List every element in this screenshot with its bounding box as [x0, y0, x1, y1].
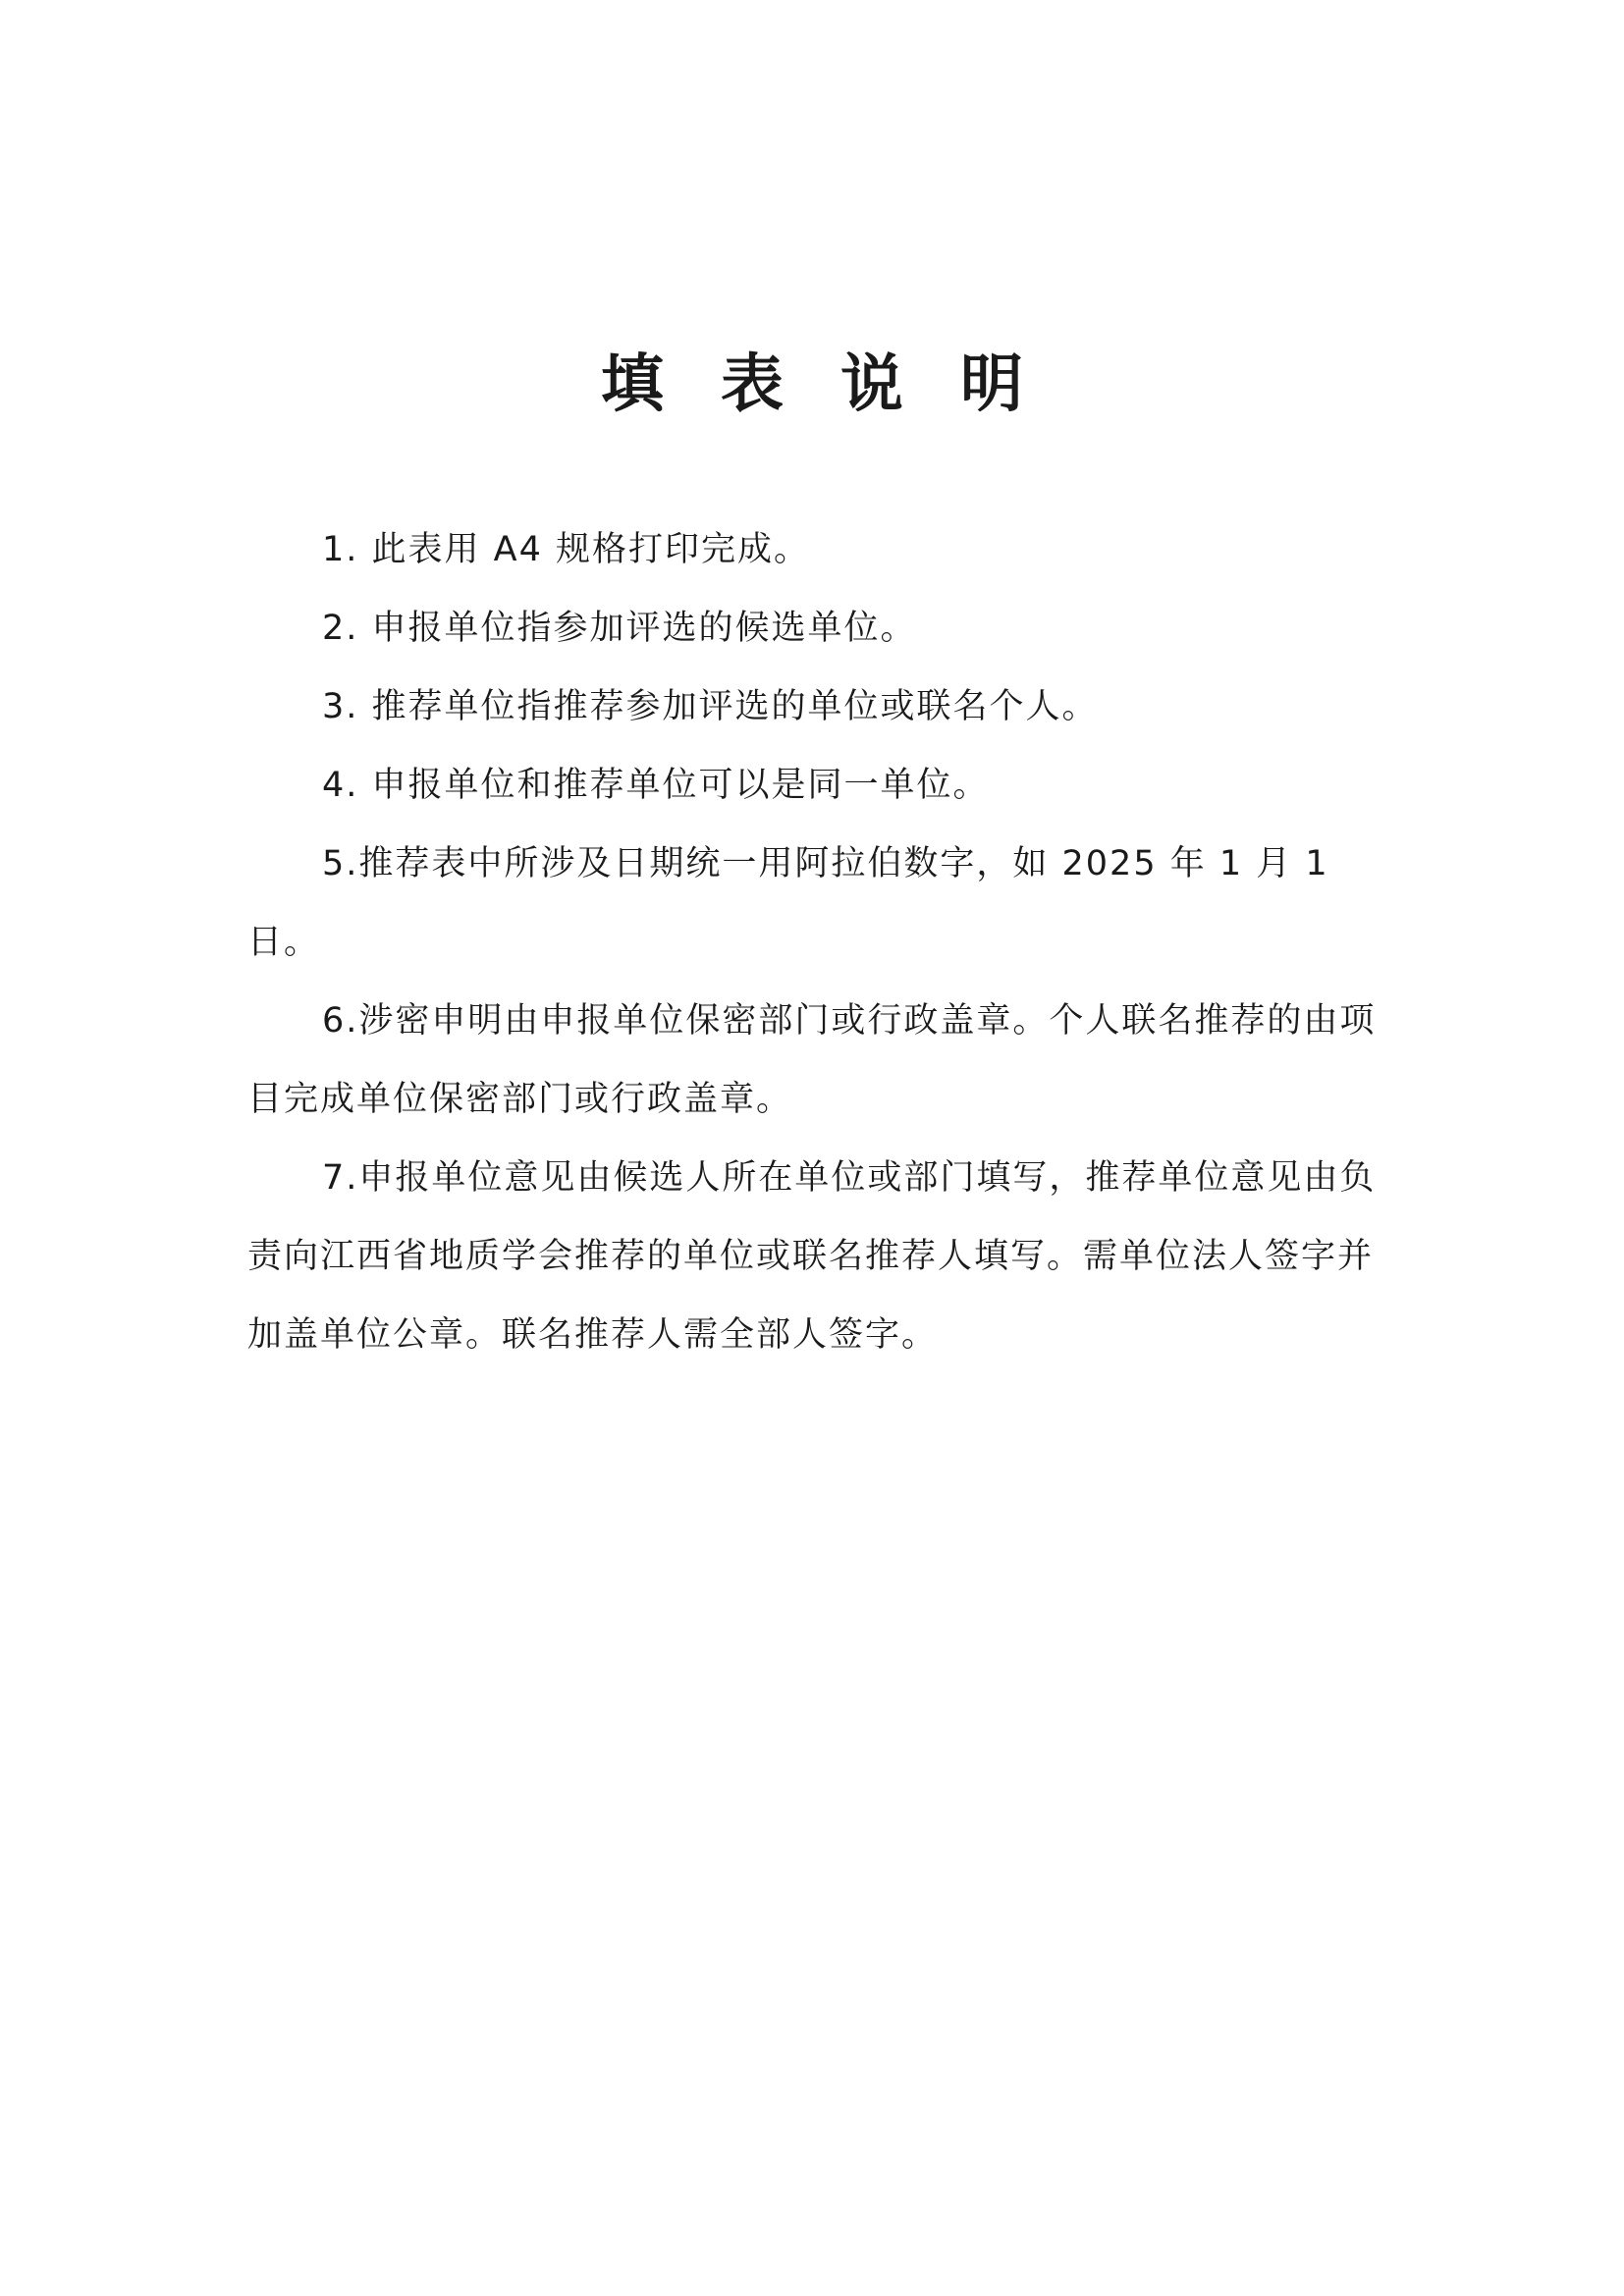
page-title: 填表说明 [601, 348, 1080, 421]
instruction-item-1: 1. 此表用 A4 规格打印完成。 [322, 530, 810, 569]
instruction-item-4: 4. 申报单位和推荐单位可以是同一单位。 [322, 766, 990, 805]
instructions-list [247, 510, 1386, 1374]
instruction-item-2: 2. 申报单位指参加评选的候选单位。 [322, 609, 917, 648]
instruction-item-6: 6.涉密申明由申报单位保密部门或行政盖章。个人联名推荐的由项目完成单位保密部门或行政盖章。 [247, 1001, 1377, 1119]
instruction-item-7: 7.申报单位意见由候选人所在单位或部门填写，推荐单位意见由负责向江西省地质学会推荐的单位或联名推荐人填写。需单位法人签字并加盖单位公章。联名推荐人需全部人签字。 [247, 1158, 1377, 1355]
instruction-item-3: 3. 推荐单位指推荐参加评选的单位或联名个人。 [322, 687, 1099, 726]
instruction-item-5: 5.推荐表中所涉及日期统一用阿拉伯数字，如 2025 年 1 月 1 日。 [247, 844, 1329, 962]
